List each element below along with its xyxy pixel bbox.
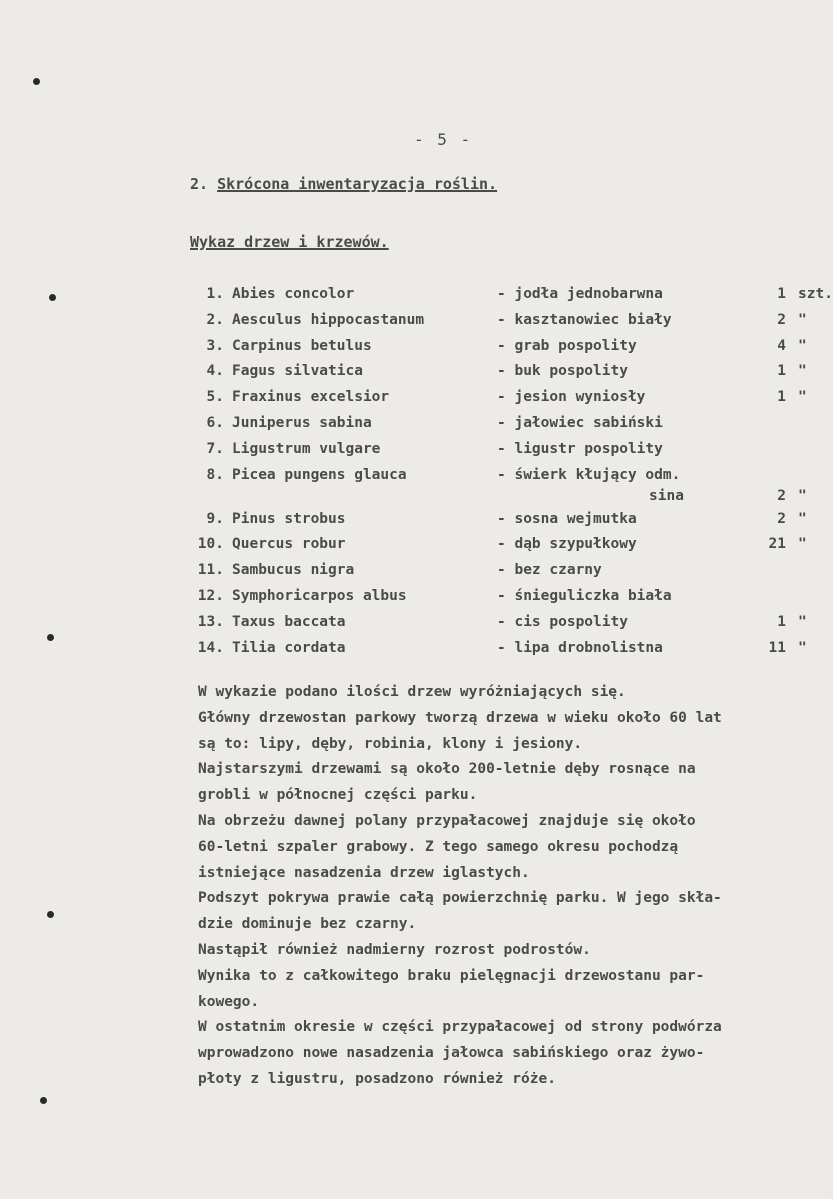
species-row (190, 338, 830, 364)
species-polish-name: - dąb szypułkowy (497, 536, 637, 553)
list-heading: Wykaz drzew i krzewów. (190, 233, 389, 251)
species-count: 2 (777, 487, 786, 504)
species-number: 11. (197, 562, 224, 579)
section-title: Skrócona inwentaryzacja roślin. (217, 175, 498, 193)
species-latin-name: Fagus silvatica (232, 363, 363, 380)
species-number: 10. (197, 536, 224, 553)
species-row (190, 614, 830, 640)
species-unit: " (798, 389, 807, 406)
species-polish-name: - lipa drobnolistna (497, 639, 663, 656)
species-latin-name: Picea pungens glauca (232, 466, 407, 483)
species-number: 3. (206, 337, 224, 354)
species-row (190, 562, 830, 588)
species-row (190, 312, 830, 338)
species-latin-name: Fraxinus excelsior (232, 389, 390, 406)
species-polish-name: - kasztanowiec biały (497, 311, 672, 328)
paragraph-line: Główny drzewostan parkowy tworzą drzewa w wieku około 60 lat (198, 709, 722, 726)
paragraph-line: W wykazie podano ilości drzew wyróżniających się. (198, 684, 626, 700)
species-latin-name: Abies concolor (232, 286, 355, 302)
species-polish-name: - ligustr pospolity (497, 440, 663, 457)
species-row (190, 441, 830, 467)
paragraph-line: kowego. (198, 993, 260, 1010)
species-row (190, 389, 830, 415)
species-latin-name: Symphoricarpos albus (232, 587, 407, 604)
species-polish-name: - śnieguliczka biała (497, 587, 672, 604)
species-row (190, 640, 830, 666)
species-count: 1 (777, 613, 786, 630)
species-polish-name: - jałowiec sabiński (497, 414, 663, 431)
paragraph-line: Wynika to z całkowitego braku pielęgnacji drzewostanu par- (198, 967, 705, 984)
species-row (190, 536, 830, 562)
species-polish-name: - bez czarny (497, 562, 602, 579)
species-latin-name: Aesculus hippocastanum (232, 311, 425, 328)
paragraph-line: grobli w północnej części parku. (198, 787, 478, 804)
species-number: 13. (197, 613, 224, 630)
species-polish-name-continued: sina (649, 487, 684, 504)
species-count: 1 (777, 389, 786, 406)
paragraph-line: W ostatnim okresie w części przypałacowej od strony podwórza (198, 1019, 722, 1036)
species-unit: " (798, 337, 807, 354)
paragraph-line: 60-letni szpaler grabowy. Z tego samego okresu pochodzą (198, 838, 679, 855)
species-row (190, 588, 830, 614)
punch-hole-mark (47, 634, 54, 641)
paragraph-line: Najstarszymi drzewami są około 200-letnie dęby rosnące na (198, 761, 696, 778)
species-count: 4 (777, 337, 786, 354)
species-unit: szt. (798, 286, 833, 302)
punch-hole-mark (49, 294, 56, 301)
species-polish-name: - buk pospolity (497, 363, 628, 380)
species-polish-name: - sosna wejmutka (497, 510, 637, 527)
species-count: 21 (768, 536, 786, 553)
species-polish-name: - cis pospolity (497, 613, 628, 630)
species-row (190, 363, 830, 389)
species-row (190, 286, 833, 312)
species-polish-name: - jodła jednobarwna (497, 286, 663, 302)
species-number: 6. (206, 414, 224, 431)
species-number: 12. (197, 587, 224, 604)
species-number: 7. (206, 440, 224, 457)
paragraph-line: istniejące nasadzenia drzew iglastych. (198, 864, 530, 881)
species-latin-name: Ligustrum vulgare (232, 440, 381, 457)
species-unit: " (798, 510, 807, 527)
species-latin-name: Taxus baccata (232, 613, 346, 630)
description-paragraph (198, 680, 818, 1093)
species-latin-name: Sambucus nigra (232, 562, 355, 579)
species-count: 11 (768, 639, 786, 656)
page-number: - 5 - (414, 130, 473, 149)
paragraph-line: Na obrzeżu dawnej polany przypałacowej znajduje się około (198, 812, 696, 829)
species-number: 4. (206, 363, 224, 380)
punch-hole-mark (33, 78, 40, 85)
paragraph-line: Nastąpił również nadmierny rozrost podrostów. (198, 941, 591, 958)
paragraph-line: są to: lipy, dęby, robinia, klony i jesiony. (198, 735, 583, 752)
species-number: 1. (206, 286, 224, 302)
species-count: 2 (777, 311, 786, 328)
species-latin-name: Carpinus betulus (232, 337, 372, 354)
species-number: 5. (206, 389, 224, 406)
species-latin-name: Juniperus sabina (232, 414, 372, 431)
species-polish-name: - grab pospolity (497, 337, 637, 354)
species-count: 1 (777, 363, 786, 380)
species-latin-name: Quercus robur (232, 536, 346, 553)
section-heading (190, 175, 497, 193)
punch-hole-mark (47, 911, 54, 918)
species-number: 14. (197, 639, 224, 656)
species-number: 9. (206, 510, 224, 527)
paragraph-line: dzie dominuje bez czarny. (198, 916, 417, 933)
species-row (190, 415, 830, 441)
section-number: 2. (190, 175, 209, 193)
species-number: 8. (206, 466, 224, 483)
species-latin-name: Tilia cordata (232, 639, 346, 656)
species-unit: " (798, 536, 807, 553)
species-row (190, 467, 830, 511)
punch-hole-mark (40, 1097, 47, 1104)
species-number: 2. (206, 311, 224, 328)
species-row (190, 511, 830, 537)
species-polish-name: - jesion wyniosły (497, 389, 646, 406)
species-unit: " (798, 613, 807, 630)
species-count: 2 (777, 510, 786, 527)
species-latin-name: Pinus strobus (232, 510, 346, 527)
species-polish-name: - świerk kłujący odm. (497, 466, 681, 483)
species-unit: " (798, 639, 807, 656)
species-unit: " (798, 487, 807, 504)
species-count: 1 (777, 286, 786, 302)
paragraph-line: Podszyt pokrywa prawie całą powierzchnię parku. W jego skła- (198, 890, 722, 907)
species-unit: " (798, 363, 807, 380)
paragraph-line: wprowadzono nowe nasadzenia jałowca sabińskiego oraz żywo- (198, 1045, 705, 1062)
species-list (190, 286, 833, 665)
species-unit: " (798, 311, 807, 328)
paragraph-line: płoty z ligustru, posadzono również róże. (198, 1070, 556, 1087)
